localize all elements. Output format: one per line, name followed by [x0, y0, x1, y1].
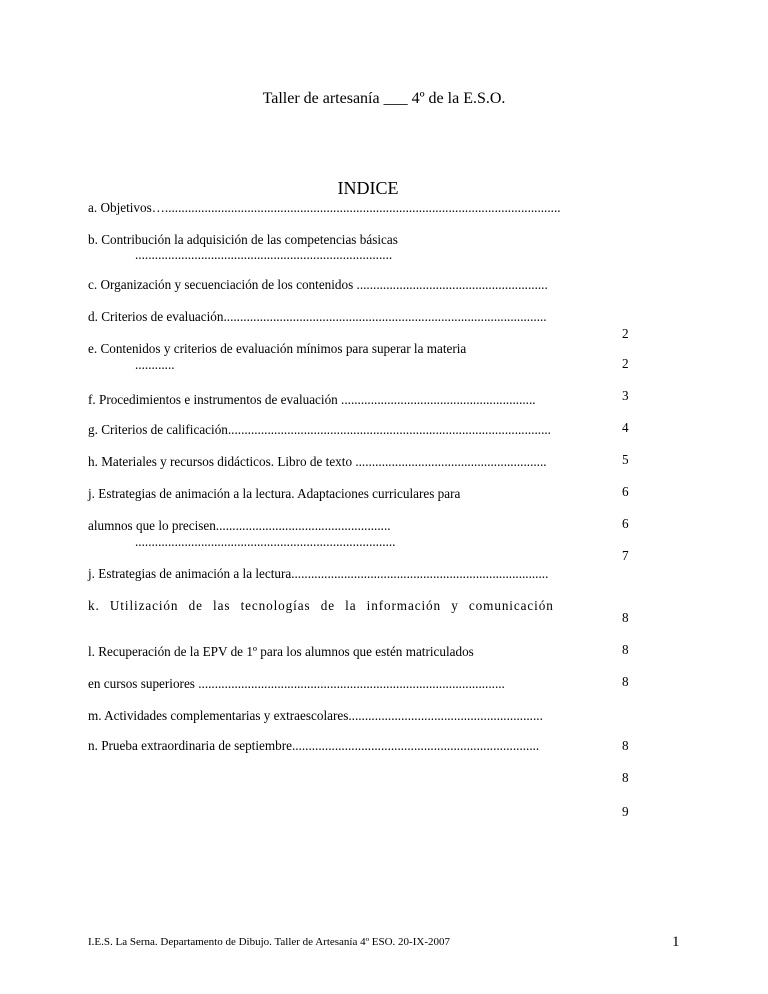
toc-leader-dots: ............................................................................... — [135, 534, 396, 549]
toc-leader-dots: ............ — [135, 357, 175, 372]
page-number: 1 — [672, 934, 680, 950]
toc-entry-objetivos: a. Objetivos…........................................................................................................................ — [88, 200, 561, 215]
toc-page-number: 9 — [622, 804, 629, 819]
toc-entry-estrategias-lectura: j. Estrategias de animación a la lectura.............................................................................. — [88, 566, 549, 581]
toc-entry-prueba-extraordinaria: n. Prueba extraordinaria de septiembre........................................................................... — [88, 738, 540, 753]
toc-page-number: 2 — [622, 326, 629, 341]
toc-entry-recuperacion: l. Recuperación de la EPV de 1º para los alumnos que estén matriculados — [88, 644, 474, 659]
toc-entry-contenidos: c. Organización y secuenciación de los contenidos .......................................................... — [88, 277, 548, 292]
toc-entry-actividades: m. Actividades complementarias y extraescolares........................................................... — [88, 708, 543, 723]
toc-page-number: 8 — [622, 642, 629, 657]
toc-page-number: 5 — [622, 452, 629, 467]
toc-page-number: 4 — [622, 420, 629, 435]
toc-page-number: 6 — [622, 484, 629, 499]
toc-entry-alumnos-precisen: alumnos que lo precisen..................................................... — [88, 518, 391, 533]
toc-page-number: 2 — [622, 356, 629, 371]
toc-entry-materiales: h. Materiales y recursos didácticos. Libro de texto .......................................................... — [88, 454, 547, 469]
document-title: Taller de artesanía ___ 4º de la E.S.O. — [262, 90, 506, 107]
toc-leader-dots: .............................................................................. — [135, 247, 393, 262]
toc-entry-criterios-evaluacion: d. Criterios de evaluación.................................................................................................. — [88, 309, 547, 324]
toc-entry-calificacion: g. Criterios de calificación.................................................................................................. — [88, 422, 551, 437]
toc-entry-procedimientos: f. Procedimientos e instrumentos de evaluación ........................................................... — [88, 392, 536, 407]
toc-entry-tecnologias: k. Utilización de las tecnologías de la información y comunicación — [88, 598, 554, 613]
toc-page-number: 8 — [622, 770, 629, 785]
toc-entry-competencias: b. Contribución la adquisición de las competencias básicas — [88, 232, 398, 247]
toc-entry-estrategias-adaptaciones: j. Estrategias de animación a la lectura. Adaptaciones curriculares para — [88, 486, 461, 501]
index-heading: INDICE — [337, 178, 399, 198]
toc-page-number: 8 — [622, 674, 629, 689]
toc-entry-cursos-superiores: en cursos superiores ............................................................................................. — [88, 676, 505, 691]
footer-text: I.E.S. La Serna. Departamento de Dibujo. Taller de Artesanía 4º ESO. 20-IX-2007 — [88, 936, 450, 948]
toc-page-number: 6 — [622, 516, 629, 531]
toc-page-number: 8 — [622, 610, 629, 625]
toc-page-number: 3 — [622, 388, 629, 403]
toc-entry-contenidos-minimos: e. Contenidos y criterios de evaluación mínimos para superar la materia — [88, 341, 467, 356]
toc-page-number: 7 — [622, 548, 629, 563]
toc-page-number: 8 — [622, 738, 629, 753]
